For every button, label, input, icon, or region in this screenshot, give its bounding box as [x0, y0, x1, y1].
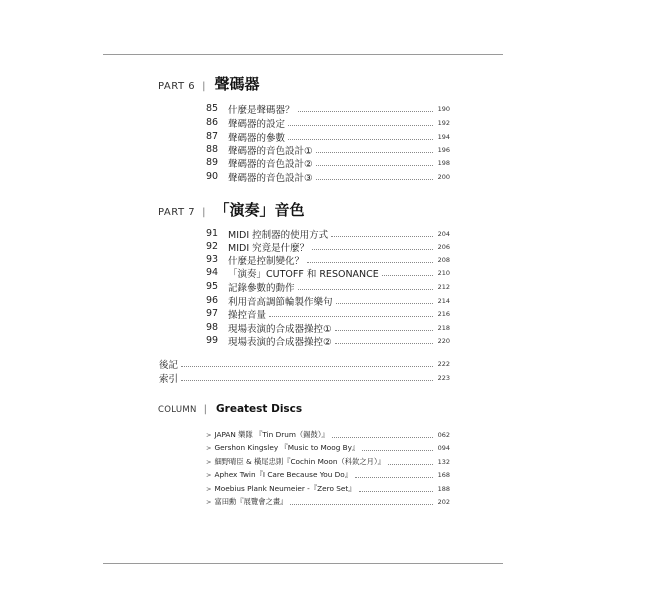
entry-page: 194	[437, 132, 450, 141]
entry-number: 91	[206, 228, 219, 239]
entry-page: 222	[437, 359, 450, 368]
dot-leader	[335, 330, 433, 331]
entry-page: 198	[437, 158, 450, 167]
dot-leader	[269, 316, 433, 317]
entry-title: 聲碼器的音色設計②	[228, 158, 313, 170]
entry-page: 208	[437, 255, 450, 264]
entry-page: 196	[437, 145, 450, 154]
dot-leader	[298, 111, 433, 112]
entry-page: 192	[437, 118, 450, 127]
disc-page: 202	[437, 497, 450, 506]
entry-title: 現場表演的合成器操控①	[228, 323, 332, 335]
dot-leader	[316, 152, 433, 153]
arrow-icon: >	[206, 430, 212, 439]
disc-page: 188	[437, 484, 450, 493]
dot-leader	[335, 343, 433, 344]
part7-title: 「演奏」音色	[214, 201, 305, 219]
dot-leader	[307, 262, 433, 263]
dot-leader	[362, 450, 433, 451]
toc-entry[interactable]	[206, 116, 450, 129]
entry-page: 212	[437, 282, 450, 291]
toc-entry[interactable]	[206, 294, 450, 307]
toc-entry[interactable]	[206, 334, 450, 347]
entry-title: 現場表演的合成器操控②	[228, 336, 332, 348]
entry-number: 93	[206, 254, 219, 265]
disc-entry[interactable]	[206, 428, 450, 441]
entry-number: 98	[206, 322, 219, 333]
part7-separator: |	[202, 207, 206, 218]
top-rule	[103, 54, 503, 55]
entry-title: 「演奏」CUTOFF 和 RESONANCE	[228, 268, 379, 280]
entry-number: 87	[206, 131, 219, 142]
entry-title: 聲碼器的音色設計③	[228, 172, 313, 184]
dot-leader	[290, 504, 433, 505]
dot-leader	[312, 249, 433, 250]
toc-entry[interactable]	[206, 102, 450, 115]
entry-title: 利用音高調節輪製作樂句	[228, 296, 333, 308]
dot-leader	[355, 477, 433, 478]
column-heading	[158, 403, 302, 415]
toc-entry[interactable]	[206, 280, 450, 293]
part6-label: PART 6	[158, 81, 196, 92]
disc-title: Gershon Kingsley 『Music to Moog By』	[214, 442, 360, 452]
toc-entry[interactable]	[206, 170, 450, 183]
column-separator: |	[203, 404, 208, 415]
dot-leader	[298, 289, 433, 290]
disc-entry[interactable]	[206, 441, 450, 454]
disc-title: 富田勳『展覽會之畫』	[214, 496, 288, 506]
entry-number: 90	[206, 171, 219, 182]
entry-page: 220	[437, 336, 450, 345]
entry-number: 95	[206, 281, 219, 292]
entry-page: 190	[437, 104, 450, 113]
entry-title: 記錄參數的動作	[228, 282, 295, 294]
entry-title: 索引	[159, 373, 179, 385]
arrow-icon: >	[206, 484, 212, 493]
entry-title: MIDI 控制器的使用方式	[228, 229, 329, 241]
entry-title: 聲碼器的設定	[228, 118, 286, 130]
disc-page: 062	[437, 430, 450, 439]
entry-title: 聲碼器的參數	[228, 132, 286, 144]
disc-page: 168	[437, 470, 450, 479]
arrow-icon: >	[206, 443, 212, 452]
arrow-icon: >	[206, 457, 212, 466]
entry-number: 89	[206, 157, 219, 168]
entry-title: 操控音量	[228, 309, 267, 321]
entry-page: 200	[437, 172, 450, 181]
toc-entry[interactable]	[206, 266, 450, 279]
dot-leader	[316, 179, 433, 180]
entry-page: 218	[437, 323, 450, 332]
entry-number: 85	[206, 103, 219, 114]
entry-number: 86	[206, 117, 219, 128]
part7-label: PART 7	[158, 207, 196, 218]
column-label: COLUMN	[158, 405, 197, 415]
dot-leader	[288, 139, 433, 140]
toc-entry[interactable]	[206, 307, 450, 320]
disc-entry[interactable]	[206, 482, 450, 495]
entry-number: 96	[206, 295, 219, 306]
dot-leader	[332, 437, 433, 438]
disc-title: Aphex Twin『I Care Because You Do』	[214, 469, 353, 479]
entry-page: 216	[437, 309, 450, 318]
arrow-icon: >	[206, 497, 212, 506]
entry-page: 204	[437, 229, 450, 238]
dot-leader	[288, 125, 433, 126]
toc-entry[interactable]	[206, 240, 450, 253]
disc-entry[interactable]	[206, 468, 450, 481]
disc-entry[interactable]	[206, 455, 450, 468]
dot-leader	[382, 275, 433, 276]
toc-entry[interactable]	[206, 130, 450, 143]
dot-leader	[331, 236, 433, 237]
column-title: Greatest Discs	[216, 403, 303, 415]
entry-page: 210	[437, 268, 450, 277]
disc-title: Moebius Plank Neumeier -『Zero Set』	[214, 483, 356, 493]
dot-leader	[336, 303, 433, 304]
toc-entry[interactable]	[206, 143, 450, 156]
dot-leader	[359, 491, 433, 492]
entry-title: 什麼是控制變化？	[228, 255, 305, 267]
entry-title: 什麼是聲碼器？	[228, 104, 295, 116]
part6-title: 聲碼器	[214, 75, 260, 93]
entry-number: 94	[206, 267, 219, 278]
dot-leader	[316, 165, 433, 166]
part6-heading	[158, 73, 260, 94]
disc-title: 細野晴臣 & 橫尾忠則『Cochin Moon（科欽之月）』	[214, 456, 385, 466]
dot-leader	[388, 464, 433, 465]
toc-entry[interactable]	[206, 156, 450, 169]
entry-page: 206	[437, 242, 450, 251]
bottom-rule	[103, 563, 503, 564]
dot-leader	[181, 366, 433, 367]
entry-number: 97	[206, 308, 219, 319]
entry-title: 後記	[159, 359, 179, 371]
entry-title: MIDI 究竟是什麼？	[228, 242, 310, 254]
disc-page: 094	[437, 443, 450, 452]
disc-page: 132	[437, 457, 450, 466]
toc-entry[interactable]	[206, 227, 450, 240]
disc-title: JAPAN 樂隊 『Tin Drum（錫鼓）』	[214, 429, 329, 439]
entry-number: 88	[206, 144, 219, 155]
dot-leader	[181, 380, 433, 381]
toc-entry[interactable]	[206, 253, 450, 266]
disc-entry[interactable]	[206, 495, 450, 508]
entry-page: 214	[437, 296, 450, 305]
toc-entry-index[interactable]	[158, 371, 450, 384]
entry-number: 92	[206, 241, 219, 252]
entry-number: 99	[206, 335, 219, 346]
part6-separator: |	[202, 81, 206, 92]
arrow-icon: >	[206, 470, 212, 479]
toc-entry[interactable]	[206, 321, 450, 334]
part7-heading	[158, 199, 305, 220]
toc-entry-afterword[interactable]	[158, 357, 450, 370]
entry-page: 223	[437, 373, 450, 382]
entry-title: 聲碼器的音色設計①	[228, 145, 313, 157]
